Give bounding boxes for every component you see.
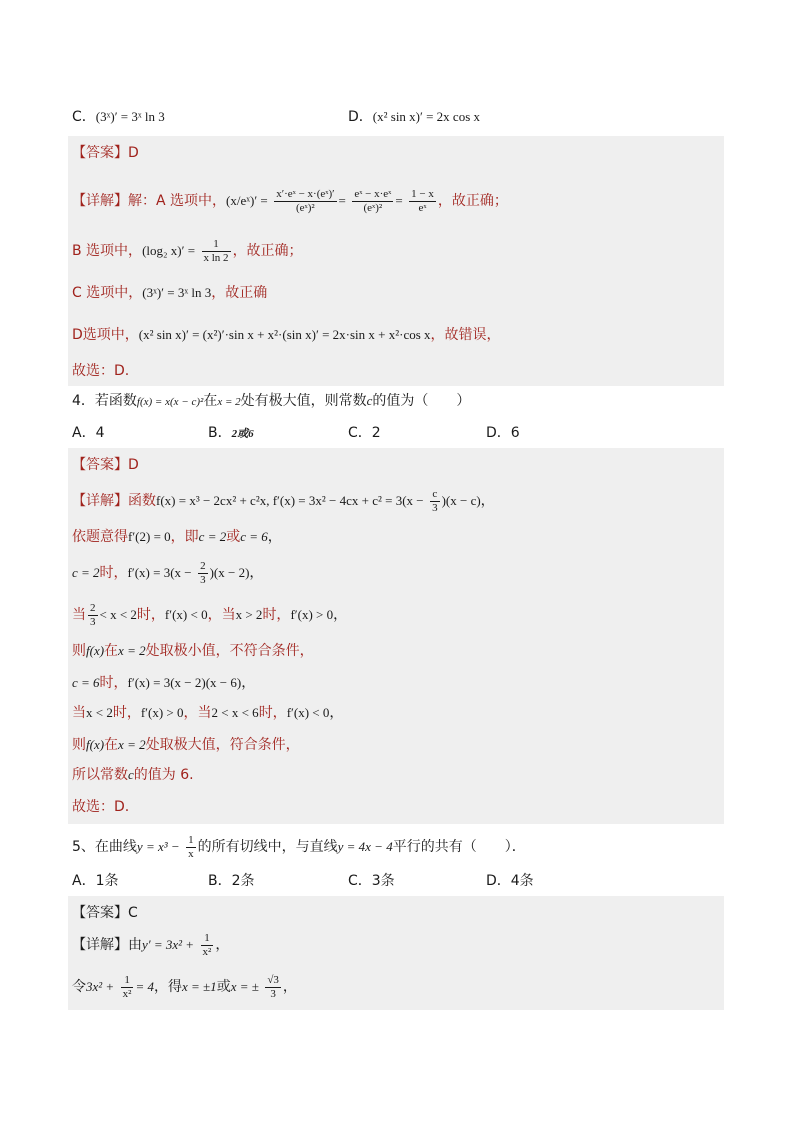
q4-detail-line-8 <box>72 736 300 754</box>
denominator: (eˣ)² <box>296 201 315 214</box>
numerator: 1 <box>188 833 194 846</box>
text: 或 <box>226 529 241 545</box>
text: ， <box>267 529 282 545</box>
math-expression: 2 < x < 6 <box>211 705 259 720</box>
math-expression: f(x) = x(x − c)² <box>136 396 204 408</box>
q4-detail-line-7 <box>72 704 343 722</box>
text: 在 <box>104 737 119 753</box>
text: 在 <box>203 393 218 409</box>
q5-option-b <box>208 872 255 890</box>
numerator: √3 <box>267 973 279 986</box>
math-expression: x = 2 <box>217 396 241 408</box>
numerator: 1 − x <box>411 187 434 200</box>
option-label: C． <box>72 109 96 125</box>
denominator: x² <box>122 987 132 1000</box>
text: 时， <box>112 705 141 721</box>
conclusion-text: 故选：D. <box>72 799 130 815</box>
text: ， <box>282 979 297 995</box>
math-expression: < x < 2 <box>99 607 137 622</box>
math-expression: y = x³ − <box>136 839 180 854</box>
math-expression: x > 2 <box>235 607 263 622</box>
math-expression: = 4 <box>135 979 154 994</box>
answer-label: 【答案】 <box>72 905 128 921</box>
text: ， <box>215 937 230 953</box>
text: ， <box>249 565 264 581</box>
numerator: 1 <box>202 238 231 252</box>
fraction <box>186 834 196 861</box>
text: ， <box>480 493 495 509</box>
q4-option-c <box>348 424 381 442</box>
fraction <box>121 974 134 1001</box>
text: 所以常数 <box>72 767 128 783</box>
text: ， <box>241 675 256 691</box>
text: 则 <box>72 737 86 753</box>
text: 在 <box>104 643 119 659</box>
option-label: D．4条 <box>486 873 534 889</box>
math-expression: (log₂ x)′ = <box>142 243 196 258</box>
text: 的值为 6. <box>133 767 194 783</box>
text: C 选项中， <box>72 285 143 301</box>
text: ，即 <box>170 529 199 545</box>
fraction <box>198 560 208 587</box>
denominator: 3 <box>200 573 206 586</box>
text: ， <box>333 607 348 623</box>
math-expression: (x² sin x)′ = 2x cos x <box>372 109 481 124</box>
q3-answer <box>72 144 139 162</box>
text: 或 <box>216 979 231 995</box>
text: 当 <box>72 705 86 721</box>
option-value: 2或6 <box>231 428 254 440</box>
math-expression: (x/eˣ)′ = <box>226 193 268 208</box>
text: 依题意得 <box>72 529 128 545</box>
math-expression: c = 2 <box>72 565 100 580</box>
text: ，故正确； <box>437 193 508 209</box>
text: ，故错误， <box>430 327 501 343</box>
text: 时， <box>136 607 165 623</box>
answer-label: 【答案】 <box>72 457 128 473</box>
q4-detail-line-4 <box>72 600 347 630</box>
detail-label: 【详解】 <box>72 937 128 953</box>
text: 的所有切线中，与直线 <box>197 839 338 855</box>
text: 平行的共有（ ）． <box>392 839 526 855</box>
text: ，故正确； <box>232 243 303 259</box>
denominator: (eˣ)² <box>363 201 383 214</box>
answer-value: C <box>128 905 138 921</box>
math-expression: c <box>128 767 134 782</box>
q5-detail-line-2 <box>72 970 297 1004</box>
conclusion-text: 故选：D. <box>72 363 130 379</box>
q4-detail-line-5 <box>72 642 314 660</box>
q4-conclusion <box>72 798 129 816</box>
math-expression: )(x − 2) <box>209 565 250 580</box>
numerator: 2 <box>90 601 96 614</box>
q4-detail-line-3 <box>72 558 263 588</box>
denominator: 3 <box>270 987 276 1000</box>
q4-option-a <box>72 424 104 442</box>
fraction <box>201 932 214 959</box>
option-label: C．2 <box>348 425 381 441</box>
q4-answer <box>72 456 139 474</box>
q4-detail-line-6 <box>72 674 255 692</box>
text: ，当 <box>207 607 236 623</box>
q3-detail-line-4 <box>72 326 501 344</box>
math-expression: x = 2 <box>118 737 146 752</box>
denominator: 3 <box>90 615 96 628</box>
text: 令 <box>72 979 86 995</box>
option-label: A．4 <box>72 425 105 441</box>
text: 时， <box>99 675 128 691</box>
numerator: eˣ − x·eˣ <box>354 187 392 200</box>
fraction <box>88 602 98 629</box>
q4-detail-line-2 <box>72 528 282 546</box>
text: 时， <box>258 705 287 721</box>
math-expression: (x² sin x)′ = (x²)′·sin x + x²·(sin x)′ = 2x·sin x + x²·cos x <box>138 327 431 342</box>
text: 则 <box>72 643 86 659</box>
detail-label: 【详解】 <box>72 193 128 209</box>
math-expression: x < 2 <box>86 705 113 720</box>
math-expression: c = 6 <box>240 529 268 544</box>
numerator: 2 <box>200 559 206 572</box>
text: 处取极小值，不符合条件， <box>145 643 314 659</box>
numerator: 1 <box>121 974 134 988</box>
math-expression: 3x² + <box>86 979 115 994</box>
math-expression: f′(x) > 0 <box>290 607 334 622</box>
math-expression: f(x) <box>86 643 105 658</box>
q5-stem <box>72 832 526 862</box>
math-expression: f′(x) = 3(x − 2)(x − 6) <box>127 675 242 690</box>
fraction <box>265 974 281 1001</box>
text: ，故正确 <box>211 285 268 301</box>
math-expression: c = 2 <box>198 529 227 544</box>
detail-label: 【详解】 <box>72 493 128 509</box>
text: 当 <box>72 607 86 623</box>
fraction <box>274 188 336 215</box>
text: 由 <box>128 937 142 953</box>
math-expression: x = ±1 <box>182 979 217 994</box>
q5-answer <box>72 904 138 922</box>
q3-conclusion <box>72 362 129 380</box>
option-label: D． <box>348 109 373 125</box>
text: 处取极大值，符合条件， <box>145 737 300 753</box>
math-expression: y′ = 3x² + <box>142 937 195 952</box>
option-label: B．2条 <box>208 873 255 889</box>
math-expression: )(x − c) <box>441 493 481 508</box>
numerator: c <box>430 488 440 502</box>
q4-stem <box>72 392 470 411</box>
option-label: A．1条 <box>72 873 119 889</box>
text: 处有极大值，则常数 <box>240 393 367 409</box>
numerator: x′·eˣ − x·(eˣ)′ <box>276 187 335 200</box>
numerator: 1 <box>201 932 214 946</box>
text: ，当 <box>183 705 212 721</box>
text: ，得 <box>154 979 182 995</box>
q4-option-d <box>486 424 520 442</box>
text: 的值为（ ） <box>372 393 471 409</box>
text: 4．若函数 <box>72 393 137 409</box>
math-expression: f(x) = x³ − 2cx² + c²x, f′(x) = 3x² − 4cx + c² = 3(x − <box>156 493 424 508</box>
math-expression: (3ˣ)′ = 3ˣ ln 3 <box>95 109 165 124</box>
text: D选项中， <box>72 327 139 343</box>
math-expression: c = 6 <box>72 675 100 690</box>
q4-detail-line-1 <box>72 486 495 516</box>
option-label: D．6 <box>486 425 520 441</box>
math-expression: x = 2 <box>118 643 146 658</box>
fraction <box>430 488 440 515</box>
option-label: C．3条 <box>348 873 395 889</box>
denominator: eˣ <box>418 201 427 214</box>
denominator: x² <box>202 945 212 958</box>
math-expression: f(x) <box>86 737 105 752</box>
answer-value: D <box>128 145 139 161</box>
q5-option-a <box>72 872 118 890</box>
answer-label: 【答案】 <box>72 145 128 161</box>
answer-value: D <box>128 457 139 473</box>
q5-detail-line-1 <box>72 930 229 960</box>
q5-option-c <box>348 872 395 890</box>
text: 函数 <box>128 493 156 509</box>
text: 解：A 选项中， <box>128 193 227 209</box>
math-expression: f′(2) = 0 <box>128 529 171 544</box>
q3-option-c <box>72 108 165 126</box>
math-expression: f′(x) < 0 <box>286 705 330 720</box>
math-expression: y = 4x − 4 <box>337 839 393 854</box>
text: 时， <box>262 607 291 623</box>
q4-detail-line-9 <box>72 766 194 784</box>
text: B 选项中， <box>72 243 143 259</box>
math-expression: (3ˣ)′ = 3ˣ ln 3 <box>142 285 212 300</box>
math-expression: f′(x) = 3(x − <box>127 565 192 580</box>
fraction <box>352 188 393 215</box>
denominator: 3 <box>432 501 438 514</box>
math-expression: x = ± <box>230 979 259 994</box>
q4-option-b <box>208 424 254 443</box>
q3-detail-line-3 <box>72 284 267 302</box>
math-expression: f′(x) < 0 <box>164 607 208 622</box>
text: 5、在曲线 <box>72 839 137 855</box>
fraction <box>409 188 436 215</box>
q3-detail-line-1: 【详解】解：A 选项中，(x/eˣ)′ = $\frac{\text{x′·eˣ − x·(eˣ)′}}{\text{(eˣ)²}}$ = $\frac{\text{eˣ − x·eˣ}}{\text{(eˣ)²}}$ = $\frac{1 - x}{\text{eˣ}}$ ，故正确； <box>72 187 508 214</box>
option-label: B． <box>208 425 232 441</box>
q3-detail-line-2 <box>72 236 303 266</box>
denominator: x <box>188 847 194 860</box>
text: ， <box>329 705 344 721</box>
q5-option-d <box>486 872 534 890</box>
math-expression: f′(x) > 0 <box>140 705 184 720</box>
denominator: x ln 2 <box>203 251 229 264</box>
fraction <box>202 238 231 265</box>
math-expression: c <box>366 393 373 408</box>
text: 时， <box>99 565 128 581</box>
q3-option-d <box>348 108 480 126</box>
